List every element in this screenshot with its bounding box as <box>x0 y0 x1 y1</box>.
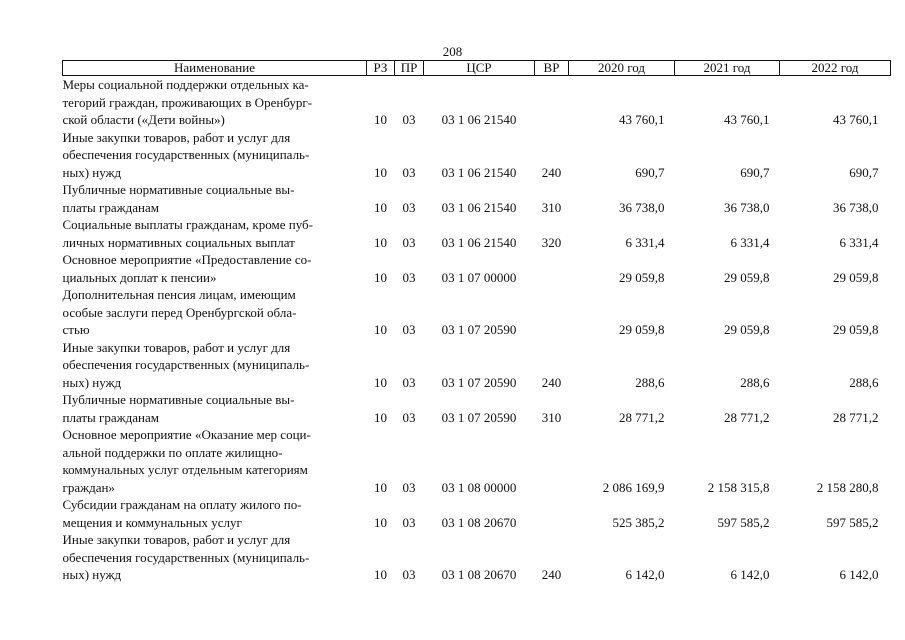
header-2022: 2022 год <box>780 61 891 76</box>
row-pr: 03 <box>402 409 416 425</box>
header-2021: 2021 год <box>675 61 780 76</box>
row-name-line: циальных доплат к пенсии» <box>62 269 217 285</box>
table-row <box>63 181 891 216</box>
header-row <box>63 61 891 76</box>
table-row <box>63 251 891 286</box>
row-name <box>63 129 367 182</box>
row-name-line: ных) нужд <box>62 164 122 180</box>
row-name <box>63 339 367 392</box>
table-header <box>63 61 891 76</box>
row-2020: 29 059,8 <box>619 269 665 285</box>
row-2021: 43 760,1 <box>724 112 770 127</box>
table-row <box>63 129 891 182</box>
row-2020: 2 086 169,9 <box>602 479 665 495</box>
row-rz: 10 <box>374 199 387 215</box>
row-2021: 28 771,2 <box>724 409 770 425</box>
row-name-line: Иные закупки товаров, работ и услуг для <box>62 339 291 355</box>
row-name-line: Публичные нормативные социальные вы- <box>62 182 295 197</box>
row-name <box>63 251 367 286</box>
row-csr: 03 1 06 21540 <box>441 112 517 127</box>
row-2020: 36 738,0 <box>619 199 665 215</box>
row-2020: 525 385,2 <box>612 514 665 530</box>
row-name-line: Основное мероприятие «Предоставление со- <box>62 252 312 267</box>
row-name-line: обеспечения государственных (муниципаль- <box>62 357 310 372</box>
row-2021: 690,7 <box>740 164 770 180</box>
row-2021: 597 585,2 <box>717 514 770 530</box>
row-name <box>63 286 367 339</box>
row-csr: 03 1 07 00000 <box>441 269 517 285</box>
table-row <box>63 496 891 531</box>
table-row <box>63 391 891 426</box>
row-pr: 03 <box>402 514 416 530</box>
table-row <box>63 216 891 251</box>
row-name-line: ской области («Дети войны») <box>62 112 225 127</box>
row-2022: 690,7 <box>849 164 879 180</box>
table-row <box>63 339 891 392</box>
row-rz: 10 <box>374 567 387 582</box>
table-row <box>63 286 891 339</box>
row-name-line: стью <box>62 322 90 337</box>
row-csr: 03 1 06 21540 <box>441 164 517 180</box>
row-csr: 03 1 08 20670 <box>441 567 517 582</box>
row-csr: 03 1 07 20590 <box>441 322 517 337</box>
table-row <box>63 531 891 584</box>
row-name-line: платы гражданам <box>62 199 159 215</box>
header-csr: ЦСР <box>424 61 535 76</box>
row-rz: 10 <box>374 269 387 285</box>
row-2022: 597 585,2 <box>826 514 879 530</box>
row-2020: 288,6 <box>635 374 665 390</box>
row-name-line: альной поддержки по оплате жилищно- <box>62 444 283 460</box>
row-name-line: ных) нужд <box>62 567 122 582</box>
row-name-line: личных нормативных социальных выплат <box>62 234 295 250</box>
row-2022: 6 331,4 <box>839 234 879 250</box>
row-vr: 310 <box>541 409 562 425</box>
row-pr: 03 <box>402 112 416 127</box>
row-pr: 03 <box>402 374 416 390</box>
row-2021: 36 738,0 <box>724 199 770 215</box>
row-vr: 310 <box>541 199 562 215</box>
row-2020: 29 059,8 <box>619 322 665 337</box>
row-2021: 6 331,4 <box>730 234 770 250</box>
row-vr <box>535 251 569 286</box>
row-pr: 03 <box>402 234 416 250</box>
row-name-line: Основное мероприятие «Оказание мер соци- <box>62 427 311 442</box>
row-2022: 36 738,0 <box>833 199 879 215</box>
row-2022: 29 059,8 <box>833 322 879 337</box>
row-2022: 28 771,2 <box>833 409 879 425</box>
row-name <box>63 391 367 426</box>
row-2022: 2 158 280,8 <box>816 479 879 495</box>
row-pr: 03 <box>402 164 416 180</box>
row-name-line: Публичные нормативные социальные вы- <box>62 392 295 407</box>
row-rz: 10 <box>374 322 387 337</box>
row-pr: 03 <box>402 479 416 495</box>
row-name-line: платы гражданам <box>62 409 159 425</box>
header-vr: ВР <box>535 61 569 76</box>
row-2022: 43 760,1 <box>833 112 879 127</box>
row-vr: 240 <box>541 164 562 180</box>
row-name-line: Дополнительная пенсия лицам, имеющим <box>62 287 296 302</box>
row-2021: 6 142,0 <box>730 567 770 582</box>
row-name-line: Иные закупки товаров, работ и услуг для <box>62 129 291 145</box>
header-2020: 2020 год <box>569 61 675 76</box>
row-name <box>63 531 367 584</box>
budget-table <box>62 60 891 584</box>
row-name-line: обеспечения государственных (муниципаль- <box>62 549 310 565</box>
row-2020: 43 760,1 <box>619 112 665 127</box>
header-rz: РЗ <box>367 61 395 76</box>
row-vr <box>535 426 569 496</box>
row-rz: 10 <box>374 514 387 530</box>
row-2022: 6 142,0 <box>839 567 879 582</box>
row-name <box>63 181 367 216</box>
row-name-line: тегорий граждан, проживающих в Оренбург- <box>62 94 313 110</box>
row-2021: 29 059,8 <box>724 269 770 285</box>
row-name <box>63 76 367 129</box>
row-name-line: мещения и коммунальных услуг <box>62 514 242 530</box>
row-2022: 29 059,8 <box>833 269 879 285</box>
row-2020: 28 771,2 <box>619 409 665 425</box>
row-name-line: Социальные выплаты гражданам, кроме пуб- <box>62 217 313 232</box>
row-vr <box>535 496 569 531</box>
row-name-line: особые заслуги перед Оренбургской обла- <box>62 304 297 320</box>
row-csr: 03 1 08 20670 <box>441 514 517 530</box>
row-name-line: Меры социальной поддержки отдельных ка- <box>62 77 309 92</box>
table-row <box>63 76 891 129</box>
row-csr: 03 1 07 20590 <box>441 374 517 390</box>
row-rz: 10 <box>374 479 387 495</box>
row-2020: 6 142,0 <box>625 567 665 582</box>
row-2020: 6 331,4 <box>625 234 665 250</box>
row-rz: 10 <box>374 409 387 425</box>
header-name: Наименование <box>63 61 367 76</box>
row-rz: 10 <box>374 112 387 127</box>
row-name-line: Иные закупки товаров, работ и услуг для <box>62 532 291 547</box>
row-csr: 03 1 06 21540 <box>441 199 517 215</box>
row-pr: 03 <box>402 269 416 285</box>
row-rz: 10 <box>374 234 387 250</box>
row-vr: 240 <box>541 374 562 390</box>
row-pr: 03 <box>402 199 416 215</box>
table-row <box>63 426 891 496</box>
row-2021: 29 059,8 <box>724 322 770 337</box>
row-name-line: граждан» <box>62 479 115 495</box>
row-pr: 03 <box>402 567 416 582</box>
row-2021: 2 158 315,8 <box>707 479 770 495</box>
row-pr: 03 <box>402 322 416 337</box>
row-csr: 03 1 08 00000 <box>441 479 517 495</box>
row-name <box>63 426 367 496</box>
row-vr <box>535 76 569 129</box>
row-name-line: Субсидии гражданам на оплату жилого по- <box>62 497 302 512</box>
row-vr: 320 <box>541 234 562 250</box>
header-pr: ПР <box>395 61 424 76</box>
row-2022: 288,6 <box>849 374 879 390</box>
row-csr: 03 1 06 21540 <box>441 234 517 250</box>
row-name-line: обеспечения государственных (муниципаль- <box>62 147 310 162</box>
row-vr: 240 <box>541 567 562 582</box>
row-2021: 288,6 <box>740 374 770 390</box>
row-csr: 03 1 07 20590 <box>441 409 517 425</box>
row-vr <box>535 286 569 339</box>
row-rz: 10 <box>374 164 387 180</box>
row-rz: 10 <box>374 374 387 390</box>
row-name-line: ных) нужд <box>62 374 122 390</box>
row-name-line: коммунальных услуг отдельным категориям <box>62 462 308 477</box>
row-2020: 690,7 <box>635 164 665 180</box>
row-name <box>63 496 367 531</box>
row-name <box>63 216 367 251</box>
page-number: 208 <box>442 44 463 59</box>
table-body <box>63 76 891 584</box>
